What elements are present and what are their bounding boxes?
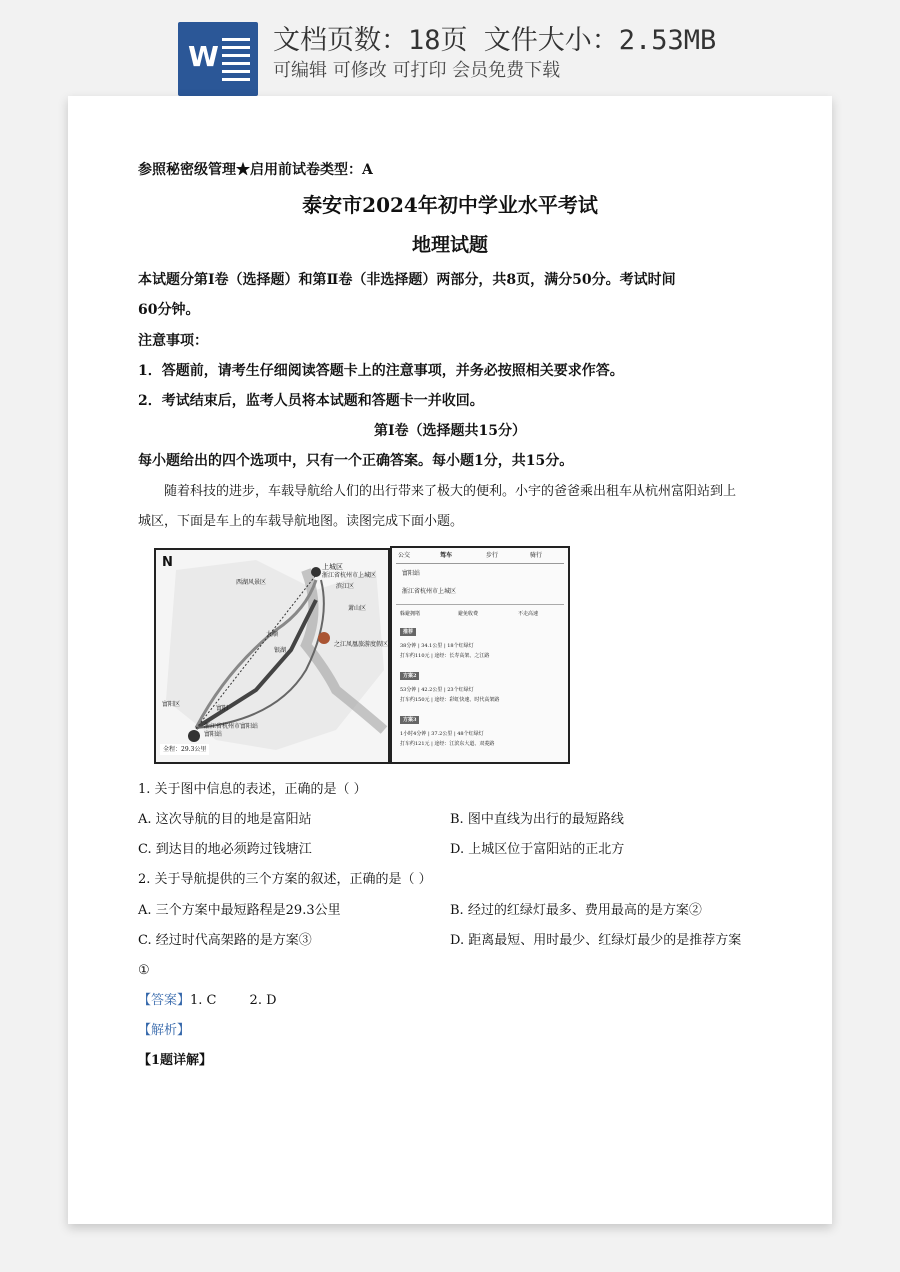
notice-item-1: 1．答题前，请考生仔细阅读答题卡上的注意事项，并务必按照相关要求作答。 — [138, 363, 624, 379]
q2-option-b: B. 经过的红绿灯最多、费用最高的是方案② — [450, 903, 702, 918]
notice-heading: 注意事项： — [138, 333, 208, 349]
route-tag: 方案2 — [400, 672, 419, 680]
q2-option-c: C. 经过时代高架路的是方案③ — [138, 933, 312, 948]
file-info-title: 文档页数：18页 文件大小：2.53MB — [273, 25, 717, 56]
intro-line-2: 60分钟。 — [138, 302, 200, 318]
map-label: 大顺 — [266, 631, 279, 638]
route-origin[interactable]: 富阳站 — [402, 570, 421, 577]
q1-option-a: A. 这次导航的目的地是富阳站 — [138, 812, 312, 827]
answer-label: 【答案】 — [138, 993, 191, 1008]
notice-item-2: 2．考试结束后，监考人员将本试题和答题卡一并收回。 — [138, 393, 484, 409]
section-instruction: 每小题给出的四个选项中，只有一个正确答案。每小题1分，共15分。 — [138, 453, 574, 469]
map-label: 富阳区 — [162, 701, 181, 708]
passage-line-2: 城区，下面是车上的车载导航地图。读图完成下面小题。 — [138, 514, 464, 529]
navigation-panel — [390, 546, 570, 764]
map-label: 浙江省杭州市上城区 — [322, 572, 377, 579]
q1-option-b: B. 图中直线为出行的最短路线 — [450, 812, 624, 827]
route-detail: 打车约121元 | 途经：江滨东大道、双菱路 — [400, 741, 495, 747]
route-summary[interactable]: 1小时4分钟 | 37.2公里 | 48个红绿灯 — [400, 731, 484, 737]
detail-label: 【1题详解】 — [138, 1053, 213, 1068]
route-detail: 打车约110元 | 途经：长寿高架、之江路 — [400, 653, 490, 659]
route-distance-note: 全程：29.3公里 — [160, 744, 209, 755]
route-tag: 方案3 — [400, 716, 419, 724]
route-destination[interactable]: 浙江省杭州市上城区 — [402, 588, 457, 595]
navigation-map — [154, 548, 390, 764]
map-label: 西湖风景区 — [236, 579, 267, 586]
exam-title: 泰安市2024年初中学业水平考试 — [302, 193, 598, 217]
tab-drive[interactable]: 驾车 — [440, 552, 453, 559]
doc-lines-glyph — [222, 38, 250, 86]
map-label: 萧山区 — [348, 605, 367, 612]
map-label: 上城区 — [322, 563, 343, 571]
answer-line — [138, 992, 277, 1010]
map-label: 银湖 — [274, 647, 287, 654]
question-2-stem: 2. 关于导航提供的三个方案的叙述，正确的是（ ） — [138, 872, 432, 887]
q1-option-c: C. 到达目的地必须跨过钱塘江 — [138, 842, 312, 857]
route-detail: 打车约150元 | 途经：彩虹快速、时代高架路 — [400, 697, 500, 703]
tab-bus[interactable]: 公交 — [398, 552, 411, 559]
answer-text: 1. C 2. D — [190, 993, 277, 1008]
pref-avoid-toll[interactable]: 避免收费 — [458, 611, 479, 617]
q2-option-d-overflow: ① — [138, 963, 150, 978]
intro-line-1: 本试题分第Ⅰ卷（选择题）和第Ⅱ卷（非选择题）两部分，共8页，满分50分。考试时间 — [138, 272, 676, 288]
security-line: 参照秘密级管理★启用前试卷类型：A — [138, 162, 373, 178]
section-title: 第Ⅰ卷（选择题共15分） — [373, 423, 527, 439]
map-label: 之江凤凰旅游度假区 — [334, 641, 389, 648]
map-label: 滨江区 — [336, 583, 355, 590]
tab-walk[interactable]: 步行 — [486, 552, 499, 559]
north-arrow-icon: N — [162, 555, 173, 570]
q1-option-d: D. 上城区位于富阳站的正北方 — [450, 842, 625, 857]
q2-option-d: D. 距离最短、用时最少、红绿灯最少的是推荐方案 — [450, 933, 742, 948]
route-summary[interactable]: 53分钟 | 42.2公里 | 23个红绿灯 — [400, 687, 474, 693]
q2-option-a: A. 三个方案中最短路程是29.3公里 — [138, 903, 341, 918]
document-page — [68, 96, 832, 1224]
file-features: 可编辑 可修改 可打印 会员免费下载 — [273, 60, 561, 81]
tab-bike[interactable]: 骑行 — [530, 552, 543, 559]
question-1-stem: 1. 关于图中信息的表述，正确的是（ ） — [138, 782, 367, 797]
analysis-label: 【解析】 — [138, 1023, 191, 1038]
map-label: 富阳 — [216, 705, 229, 712]
map-label: 富阳站 — [204, 731, 223, 738]
pref-no-highway[interactable]: 不走高速 — [518, 611, 539, 617]
subject-title: 地理试题 — [411, 234, 488, 256]
passage-line-1: 随着科技的进步，车载导航给人们的出行带来了极大的便利。小宇的爸爸乘出租车从杭州富阳站到上 — [164, 484, 737, 499]
route-summary[interactable]: 38分钟 | 34.1公里 | 18个红绿灯 — [400, 643, 474, 649]
pref-avoid-congestion[interactable]: 躲避拥堵 — [400, 611, 421, 617]
word-letter: W — [188, 40, 219, 73]
download-banner — [0, 0, 900, 96]
route-tag: 推荐 — [400, 628, 416, 636]
map-label: 浙江省杭州市富阳站 — [204, 723, 259, 730]
word-doc-icon — [178, 22, 258, 96]
